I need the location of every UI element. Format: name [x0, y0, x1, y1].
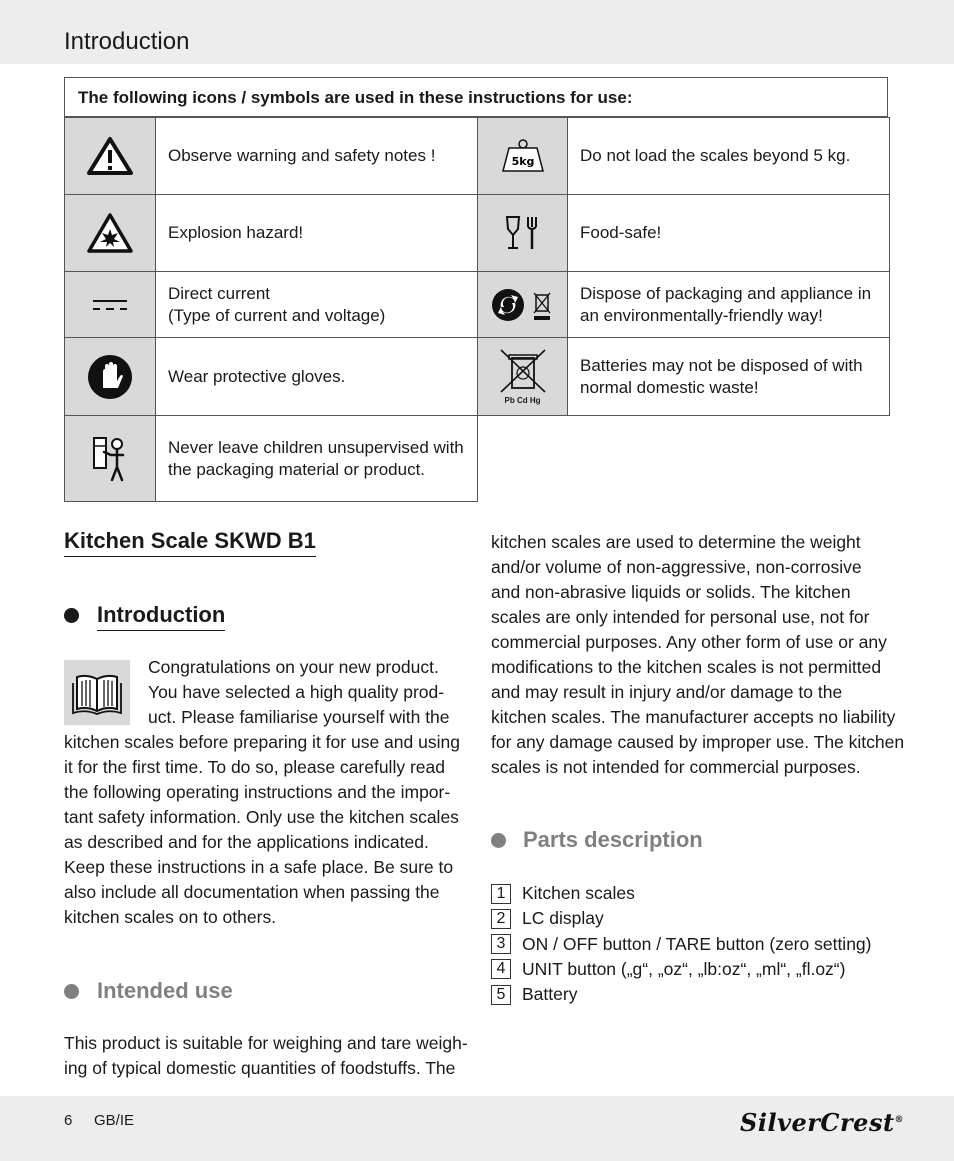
intro-line: also include all documentation when passing the — [64, 882, 440, 902]
child-packaging-icon — [64, 415, 156, 502]
intended-use-line: scales is not intended for commercial purposes. — [491, 757, 861, 777]
intro-line: as described and for the applications indicated. — [64, 832, 429, 852]
part-label: LC display — [522, 908, 604, 929]
symbol-text-explosion: Explosion hazard! — [155, 194, 478, 272]
intro-line: uct. Please familiarise yourself with the — [148, 707, 450, 727]
intro-line: the following operating instructions and the impor- — [64, 782, 451, 802]
part-label: UNIT button („g“, „oz“, „lb:oz“, „ml“, „fl.oz“) — [522, 958, 846, 979]
brand-logo — [740, 1108, 904, 1137]
part-label: Battery — [522, 984, 578, 1005]
header-bar — [0, 0, 954, 64]
protective-gloves-icon — [64, 337, 156, 416]
symbol-text-food-safe: Food-safe! — [567, 194, 890, 272]
explosion-hazard-icon — [64, 194, 156, 272]
part-label: ON / OFF button / TARE button (zero setting) — [522, 933, 872, 954]
bullet-icon — [64, 608, 79, 623]
list-item — [491, 881, 872, 906]
intended-use-heading: Intended use — [97, 978, 233, 1003]
product-title: Kitchen Scale SKWD B1 — [64, 528, 316, 557]
symbols-table-heading: The following icons / symbols are used in these instructions for use: — [64, 77, 888, 117]
list-item — [491, 932, 872, 957]
battery-bin-icon — [477, 337, 568, 416]
intro-line: Congratulations on your new product. — [148, 657, 439, 677]
intro-line: tant safety information. Only use the kitchen scales — [64, 807, 459, 827]
parts-heading: Parts description — [523, 827, 703, 852]
part-label: Kitchen scales — [522, 883, 635, 903]
warning-triangle-icon — [64, 117, 156, 195]
parts-list — [491, 881, 872, 1007]
page-title: Introduction — [64, 28, 190, 55]
part-number: 1 — [491, 884, 511, 904]
battery-bin-icon-label: Pb Cd Hg — [504, 396, 541, 405]
svg-text:5kg: 5kg — [511, 155, 534, 168]
intended-use-line: scales are only intended for personal use, not for — [491, 607, 870, 627]
intro-line: Keep these instructions in a safe place. Be sure to — [64, 857, 454, 877]
intended-use-line: and non-abrasive liquids or solids. The kitchen — [491, 582, 851, 602]
intended-use-line: This product is suitable for weighing and tare weigh- — [64, 1033, 468, 1053]
part-number: 5 — [491, 985, 511, 1005]
introduction-heading: Introduction — [97, 602, 225, 631]
book-icon — [64, 660, 130, 725]
list-item — [491, 906, 872, 931]
brand-registered-mark: ® — [894, 1115, 905, 1125]
list-item — [491, 957, 872, 982]
symbol-text-children: Never leave children unsupervised with the packaging material or product. — [155, 415, 478, 502]
symbol-text-direct-current: Direct current (Type of current and voltage) — [155, 271, 478, 338]
page-number: 6 — [64, 1112, 73, 1129]
intended-use-line: modifications to the kitchen scales is not permitted — [491, 657, 882, 677]
footer-bar — [0, 1096, 954, 1161]
intro-line: kitchen scales before preparing it for use and using — [64, 732, 460, 752]
list-item — [491, 982, 872, 1007]
intended-use-line: kitchen scales are used to determine the weight — [491, 532, 861, 552]
symbol-text-max-weight: Do not load the scales beyond 5 kg. — [567, 117, 890, 195]
intended-use-line: kitchen scales. The manufacturer accepts no liability — [491, 707, 896, 727]
bullet-icon — [64, 984, 79, 999]
brand-name: SilverCrest — [740, 1108, 895, 1137]
symbol-text-warning: Observe warning and safety notes ! — [155, 117, 478, 195]
intended-use-line: and/or volume of non-aggressive, non-corrosive — [491, 557, 862, 577]
food-safe-icon — [477, 194, 568, 272]
intro-line: kitchen scales on to others. — [64, 907, 277, 927]
recycle-dispose-icon — [477, 271, 568, 338]
symbol-text-batteries: Batteries may not be disposed of with normal domestic waste! — [567, 337, 890, 416]
bullet-icon — [491, 833, 506, 848]
part-number: 4 — [491, 959, 511, 979]
symbol-text-dispose: Dispose of packaging and appliance in an environmentally-friendly way! — [567, 271, 890, 338]
part-number: 3 — [491, 934, 511, 954]
intended-use-line: commercial purposes. Any other form of use or any — [491, 632, 887, 652]
intended-use-line: and may result in injury and/or damage to the — [491, 682, 843, 702]
max-weight-icon — [477, 117, 568, 195]
part-number: 2 — [491, 909, 511, 929]
intended-use-line: ing of typical domestic quantities of foodstuffs. The — [64, 1058, 456, 1078]
language-code: GB/IE — [94, 1112, 135, 1129]
direct-current-icon — [64, 271, 156, 338]
symbol-text-gloves: Wear protective gloves. — [155, 337, 478, 416]
intended-use-line: for any damage caused by improper use. The kitchen — [491, 732, 905, 752]
intro-line: You have selected a high quality prod- — [148, 682, 445, 702]
intro-line: it for the first time. To do so, please carefully read — [64, 757, 445, 777]
